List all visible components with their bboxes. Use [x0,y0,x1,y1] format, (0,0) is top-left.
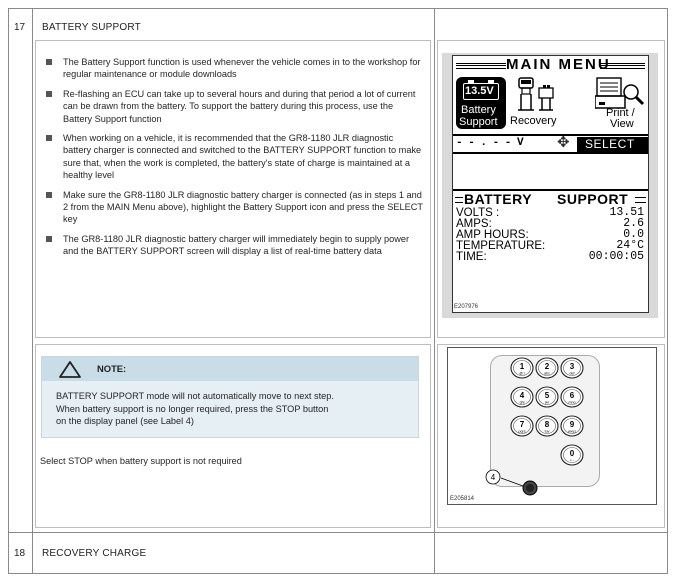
bullet-square-icon [46,91,52,97]
keypad-key-9[interactable] [561,416,583,436]
icon-label: View [610,118,634,130]
reading-label: VOLTS : [456,207,500,219]
reading-value: 13.51 [609,206,644,219]
navigation-arrows-icon[interactable]: ✥ [557,134,570,151]
step-number: 18 [14,548,26,559]
key-digit: 9 [569,420,575,429]
keypad-key-2[interactable] [536,358,558,378]
keypad-key-1[interactable] [511,358,533,378]
note-body [56,390,406,428]
key-digit: 2 [544,362,550,371]
key-digit: 4 [519,391,525,400]
key-letters: jkl [545,400,549,405]
bullet-square-icon [46,59,52,65]
reading-label: AMPS: [456,218,492,230]
icon-label: Battery [461,104,496,116]
status-bar-rule [453,134,648,136]
bullet-text: The Battery Support function is used whenever the vehicle comes in to the workshop for regular maintenance or module downloads [63,57,421,80]
status-voltage: - - . - - V [456,137,524,149]
bullet-text: When working on a vehicle, it is recommended that the GR8-1180 JLR diagnostic battery charger is connected and switched to the BATTERY SUPPORT function to make sure that, when the work is completed, the battery's state of charge is maintained at a healthy level [63,133,422,181]
title-rule [635,197,646,203]
key-digit: 6 [569,391,575,400]
keypad-drawing [447,347,657,505]
keypad-key-0[interactable] [561,445,583,465]
note-label: NOTE: [97,363,127,374]
key-digit: 1 [519,362,525,371]
note-line: on the display panel (see Label 4) [56,416,194,427]
bullet-text: The GR8-1180 JLR diagnostic battery charger will immediately begin to supply power and the BATTERY SUPPORT screen will display a list of real-time battery data [63,233,410,257]
warning-triangle-icon [58,360,82,379]
callout-label: 4 [490,473,496,482]
display-screen [452,55,649,313]
keypad-key-4[interactable] [511,387,533,407]
step-title: BATTERY SUPPORT [42,22,141,33]
title-rule [456,65,506,67]
key-letters: mno [568,400,576,405]
battery-terminal-icon [468,80,474,83]
stop-instruction: Select STOP when battery support is not required [40,456,242,466]
bullet-square-icon [46,135,52,141]
reading-value: 2.6 [623,217,644,230]
icon-label: Support [459,116,498,128]
reading-value: 00:00:05 [588,250,644,263]
battery-terminal-icon [488,80,494,83]
voltage-readout: 13.5V [465,85,494,97]
keypad-key-8[interactable] [536,416,558,436]
battery-support-icon-tile[interactable] [456,77,506,129]
bullet-text: Re-flashing an ECU can take up to several hours and during that period a lot of current can be drawn from the battery. To support the battery during this process, use the Battery Support function [63,88,416,124]
key-letters: abc [544,371,550,376]
key-letters: wxyz [568,429,576,434]
keypad-key-6[interactable] [561,387,583,407]
key-letters: def [569,371,575,376]
list-item [43,56,423,81]
bullet-square-icon [46,192,52,198]
list-item [43,189,423,226]
keypad-key-5[interactable] [536,387,558,407]
reading-label: TIME: [456,251,487,263]
figure-id: E205814 [450,496,475,502]
recovery-icon[interactable] [511,76,559,114]
bullet-list [43,56,423,265]
bullet-text: Make sure the GR8-1180 JLR diagnostic battery charger is connected (as in steps 1 and 2 from the MAIN Menu above), highlight the Battery Support icon and press the SELECT key [63,189,423,225]
key-letters: + - [569,458,575,463]
figure-id: E207976 [454,304,479,310]
icon-label: Recovery [510,115,557,127]
key-letters: ghi [519,400,525,405]
key-digit: 7 [519,420,525,429]
title-rule [600,65,645,67]
note-box [41,356,419,438]
key-digit: 5 [544,391,550,400]
support-title: SUPPORT [557,191,629,207]
key-letters: tuv [544,429,550,434]
stop-button-inner [526,484,534,492]
battery-title: BATTERY [464,191,533,207]
key-letters: pqrs [518,429,526,434]
callout-leader [501,478,523,486]
list-item [43,233,423,258]
note-line: When battery support is no longer required, press the STOP button [56,403,329,414]
select-label: SELECT [585,137,635,151]
key-letters: @:/ [519,371,525,376]
note-line: BATTERY SUPPORT mode will not automatically move to next step. [56,391,334,401]
keypad-key-7[interactable] [511,416,533,436]
table-row-divider [8,532,668,533]
list-item [43,132,423,182]
table-divider-figure [434,8,435,574]
status-bar-rule [453,152,648,154]
reading-label: AMP HOURS: [456,229,529,241]
main-menu-title: MAIN MENU [506,56,611,73]
bullet-square-icon [46,236,52,242]
step-number: 17 [14,22,26,33]
key-digit: 3 [569,362,575,371]
reading-value: 0.0 [623,228,644,241]
table-divider-number [32,8,33,574]
step-title: RECOVERY CHARGE [42,548,147,559]
list-item [43,88,423,125]
key-digit: 8 [544,420,550,429]
title-rule [455,197,463,203]
key-digit: 0 [569,449,575,458]
reading-value: 24°C [616,239,644,252]
icon-label: Print / [606,107,635,119]
keypad-key-3[interactable] [561,358,583,378]
reading-label: TEMPERATURE: [456,240,546,252]
